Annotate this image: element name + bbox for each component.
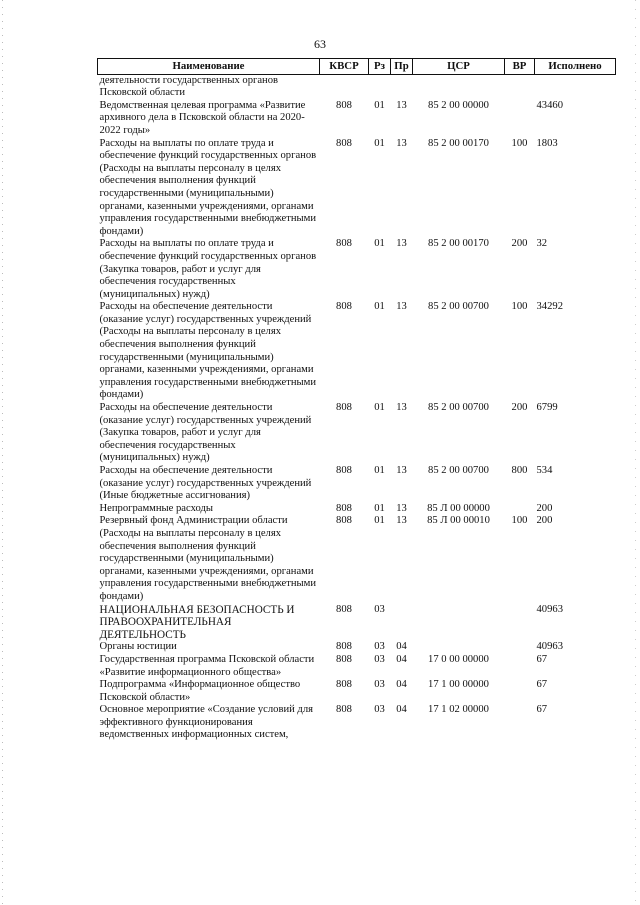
cell-rz: 03 (374, 704, 385, 716)
cell-ispolneno: 6799 (536, 402, 558, 414)
cell-kvsr: 808 (336, 603, 352, 615)
table-body (98, 74, 616, 742)
budget-execution-table (97, 58, 616, 742)
cell-pr (391, 604, 413, 642)
cell-vr: 100 (511, 515, 528, 527)
cell-name: Органы юстиции (99, 641, 177, 653)
cell-csr: 85 2 00 00170 (428, 137, 489, 149)
cell-csr: 85 2 00 00170 (428, 238, 489, 250)
cell-ispolneno: 43460 (536, 99, 563, 111)
header-ispolneno: Исполнено (535, 59, 616, 75)
cell-csr: 85 Л 00 00000 (427, 502, 490, 514)
table-row (98, 74, 616, 100)
cell-ispolneno: 67 (536, 704, 548, 716)
table-row (98, 138, 616, 239)
table-row (98, 465, 616, 503)
cell-ispolneno: 200 (536, 515, 553, 527)
cell-pr: 13 (396, 502, 407, 514)
cell-rz: 01 (374, 502, 385, 514)
cell-kvsr: 808 (336, 502, 352, 514)
header-vr: ВР (505, 59, 535, 75)
table-row (98, 100, 616, 138)
cell-kvsr: 808 (336, 653, 352, 665)
cell-csr: 85 2 00 00700 (428, 402, 489, 414)
cell-name: Расходы на выплаты по оплате труда и обеспечение функций государственных органов (Расходы на выплаты персоналу в целях обеспечения выполнения функций государственными (муниципальными) органами, казенными учреждениями, органами управления государственными внебюджетными фондами) (99, 137, 317, 237)
table-row (98, 515, 616, 603)
cell-rz: 03 (374, 679, 385, 691)
cell-vr (505, 74, 535, 100)
cell-vr (505, 641, 535, 654)
cell-rz: 03 (374, 641, 385, 653)
cell-csr (413, 604, 505, 642)
table-header-row (98, 59, 616, 75)
cell-rz (369, 74, 391, 100)
cell-vr (505, 679, 535, 704)
cell-ispolneno: 40963 (536, 603, 563, 615)
table-row (98, 679, 616, 704)
cell-kvsr: 808 (336, 465, 352, 476)
cell-csr: 17 1 00 00000 (428, 679, 489, 691)
cell-name: Подпрограмма «Информационное общество Псковской области» (99, 679, 301, 703)
cell-name: Расходы на обеспечение деятельности (оказание услуг) государственных учреждений (Расходы на выплаты персоналу в целях обеспечения выполнения функций государственными (муниципальными) органами, казенными учреждениями, органами управления государственными внебюджетными фондами) (99, 301, 317, 401)
table-row (98, 238, 616, 301)
table-row (98, 704, 616, 742)
cell-csr: 85 2 00 00700 (428, 301, 489, 313)
cell-vr: 100 (511, 137, 528, 149)
cell-ispolneno: 40963 (536, 641, 563, 653)
cell-pr: 13 (396, 99, 407, 111)
cell-pr: 13 (396, 465, 407, 476)
cell-kvsr (320, 74, 369, 100)
cell-kvsr: 808 (336, 301, 352, 313)
cell-kvsr: 808 (336, 679, 352, 691)
cell-pr: 13 (396, 402, 407, 414)
cell-name: Расходы на выплаты по оплате труда и обеспечение функций государственных органов (Закупка товаров, работ и услуг для обеспечения государственных (муниципальных) нужд) (99, 238, 317, 300)
cell-pr: 13 (396, 137, 407, 149)
cell-pr: 13 (396, 238, 407, 250)
cell-vr: 800 (511, 465, 528, 476)
cell-ispolneno (535, 74, 616, 100)
cell-vr (505, 604, 535, 642)
cell-name: Расходы на обеспечение деятельности (оказание услуг) государственных учреждений (Закупка товаров, работ и услуг для обеспечения государственных (муниципальных) нужд) (99, 402, 312, 464)
cell-rz: 01 (374, 238, 385, 250)
cell-kvsr: 808 (336, 641, 352, 653)
cell-pr: 04 (396, 641, 407, 653)
header-pr: Пр (391, 59, 413, 75)
table-row (98, 402, 616, 465)
table-row (98, 641, 616, 654)
header-csr: ЦСР (413, 59, 505, 75)
cell-pr: 13 (396, 515, 407, 527)
cell-vr: 200 (511, 238, 528, 250)
cell-csr: 17 1 02 00000 (428, 704, 489, 716)
cell-rz: 01 (374, 99, 385, 111)
table-row (98, 654, 616, 679)
cell-rz: 03 (374, 603, 385, 615)
cell-name: Основное мероприятие «Создание условий для эффективного функционирования ведомственных информационных систем, (99, 704, 313, 741)
cell-ispolneno: 200 (536, 502, 553, 514)
cell-rz: 01 (374, 515, 385, 527)
cell-ispolneno: 67 (536, 653, 548, 665)
scan-edge-right (635, 0, 636, 905)
cell-pr: 04 (396, 679, 407, 691)
cell-vr (505, 503, 535, 516)
cell-kvsr: 808 (336, 238, 352, 250)
page-number: 63 (314, 37, 326, 51)
cell-vr: 200 (511, 402, 528, 414)
cell-csr: 85 Л 00 00010 (427, 515, 490, 527)
cell-kvsr: 808 (336, 704, 352, 716)
cell-rz: 01 (374, 137, 385, 149)
table-row (98, 301, 616, 402)
cell-name: деятельности государственных органов Псковской области (99, 74, 279, 99)
cell-ispolneno: 34292 (536, 301, 563, 313)
cell-name: Государственная программа Псковской области «Развитие информационного общества» (99, 653, 315, 678)
cell-pr: 04 (396, 704, 407, 716)
cell-vr (505, 654, 535, 679)
cell-name: Резервный фонд Администрации области (Расходы на выплаты персоналу в целях обеспечения выполнения функций государственными (муниципальными) органами, казенными учреждениями, органами управления государственными внебюджетными фондами) (99, 515, 317, 602)
cell-pr: 04 (396, 653, 407, 665)
cell-rz: 01 (374, 465, 385, 476)
cell-kvsr: 808 (336, 99, 352, 111)
cell-vr: 100 (511, 301, 528, 313)
cell-ispolneno: 67 (536, 679, 548, 691)
cell-ispolneno: 32 (536, 238, 548, 250)
cell-name: Непрограммные расходы (99, 502, 213, 514)
header-name: Наименование (98, 59, 320, 75)
cell-csr (413, 74, 505, 100)
cell-pr (391, 74, 413, 100)
cell-vr (505, 100, 535, 138)
cell-pr: 13 (396, 301, 407, 313)
cell-rz: 03 (374, 653, 385, 665)
cell-vr (505, 704, 535, 742)
cell-csr: 17 0 00 00000 (428, 653, 489, 665)
cell-csr (413, 641, 505, 654)
cell-rz: 01 (374, 402, 385, 414)
table-row (98, 604, 616, 642)
cell-name: НАЦИОНАЛЬНАЯ БЕЗОПАСНОСТЬ И ПРАВООХРАНИТЕЛЬНАЯ ДЕЯТЕЛЬНОСТЬ (99, 603, 295, 641)
cell-kvsr: 808 (336, 515, 352, 527)
scan-edge-left (2, 0, 3, 905)
cell-csr: 85 2 00 00000 (428, 99, 489, 111)
cell-ispolneno: 1803 (536, 137, 558, 149)
table-row (98, 503, 616, 516)
cell-csr: 85 2 00 00700 (428, 465, 489, 476)
cell-kvsr: 808 (336, 402, 352, 414)
header-kvsr: КВСР (320, 59, 369, 75)
cell-kvsr: 808 (336, 137, 352, 149)
cell-name: Расходы на обеспечение деятельности (оказание услуг) государственных учреждений (Иные бюджетные ассигнования) (99, 465, 312, 502)
header-rz: Рз (369, 59, 391, 75)
cell-rz: 01 (374, 301, 385, 313)
cell-ispolneno: 534 (536, 465, 553, 476)
cell-name: Ведомственная целевая программа «Развитие архивного дела в Псковской области на 2020-2022 годы» (99, 99, 306, 136)
